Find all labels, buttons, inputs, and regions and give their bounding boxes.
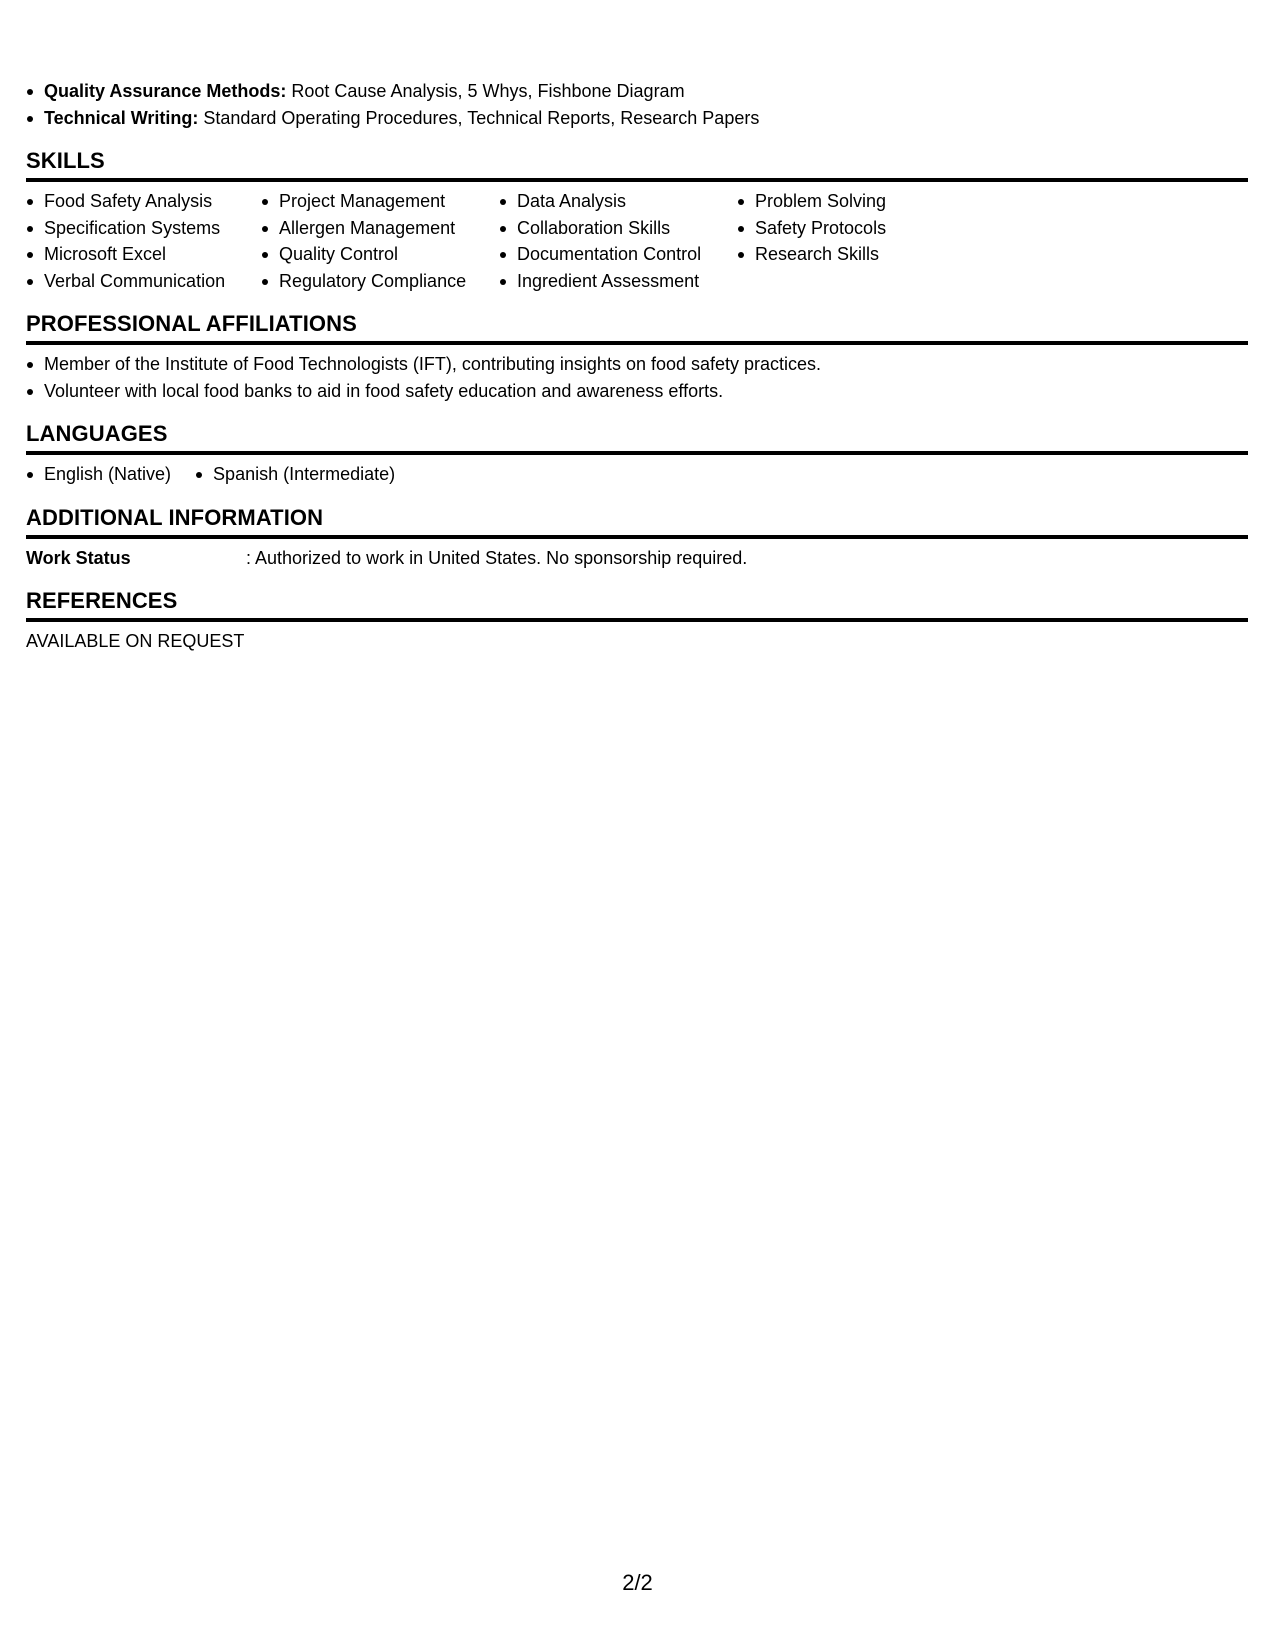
- skills-column: [261, 188, 499, 294]
- work-status-label: Work Status: [26, 547, 131, 568]
- affiliation-item: Member of the Institute of Food Technologists (IFT), contributing insights on food safety practices.: [26, 351, 1248, 378]
- list-item-label: Technical Writing:: [44, 107, 199, 128]
- skill-item: Food Safety Analysis: [26, 188, 261, 215]
- section-title: PROFESSIONAL AFFILIATIONS: [26, 311, 1248, 345]
- section-title: SKILLS: [26, 148, 1248, 182]
- resume-page: [26, 78, 1248, 654]
- skills-section: [26, 148, 1248, 294]
- language-item: English (Native): [26, 461, 171, 488]
- skill-item: Documentation Control: [499, 241, 737, 268]
- section-title: ADDITIONAL INFORMATION: [26, 505, 1248, 539]
- section-title: REFERENCES: [26, 588, 1248, 622]
- skill-item: Project Management: [261, 188, 499, 215]
- list-item: [26, 105, 1248, 132]
- affiliation-item: Volunteer with local food banks to aid in food safety education and awareness efforts.: [26, 378, 1248, 405]
- skill-item: Verbal Communication: [26, 268, 261, 295]
- skill-item: Data Analysis: [499, 188, 737, 215]
- list-item-value: Standard Operating Procedures, Technical Reports, Research Papers: [198, 107, 760, 128]
- skill-item: Ingredient Assessment: [499, 268, 737, 295]
- skills-column: [737, 188, 975, 294]
- page-number: 2/2: [622, 1570, 653, 1595]
- skills-column: [499, 188, 737, 294]
- skill-item: Quality Control: [261, 241, 499, 268]
- skills-column: [26, 188, 261, 294]
- references-section: [26, 588, 1248, 654]
- work-status-row: [26, 539, 1248, 571]
- list-item-label: Quality Assurance Methods:: [44, 81, 287, 101]
- skill-item: Regulatory Compliance: [261, 268, 499, 295]
- languages-list: [26, 455, 1248, 488]
- technical-skills-list: [26, 78, 1248, 131]
- work-status-value: : Authorized to work in United States. No sponsorship required.: [246, 547, 748, 568]
- skill-item: Collaboration Skills: [499, 215, 737, 242]
- list-item-value: Root Cause Analysis, 5 Whys, Fishbone Diagram: [286, 81, 685, 101]
- languages-section: [26, 421, 1248, 488]
- language-item: Spanish (Intermediate): [195, 461, 395, 488]
- references-text: AVAILABLE ON REQUEST: [26, 630, 245, 651]
- list-item: [26, 78, 1248, 105]
- skill-item: Research Skills: [737, 241, 975, 268]
- additional-info-section: [26, 505, 1248, 571]
- skill-item: Safety Protocols: [737, 215, 975, 242]
- skill-item: Specification Systems: [26, 215, 261, 242]
- skill-item: Microsoft Excel: [26, 241, 261, 268]
- skill-item: Problem Solving: [737, 188, 975, 215]
- section-title: LANGUAGES: [26, 421, 1248, 455]
- skills-grid: [26, 182, 1248, 294]
- affiliations-list: [26, 345, 1248, 404]
- affiliations-section: [26, 311, 1248, 404]
- skill-item: Allergen Management: [261, 215, 499, 242]
